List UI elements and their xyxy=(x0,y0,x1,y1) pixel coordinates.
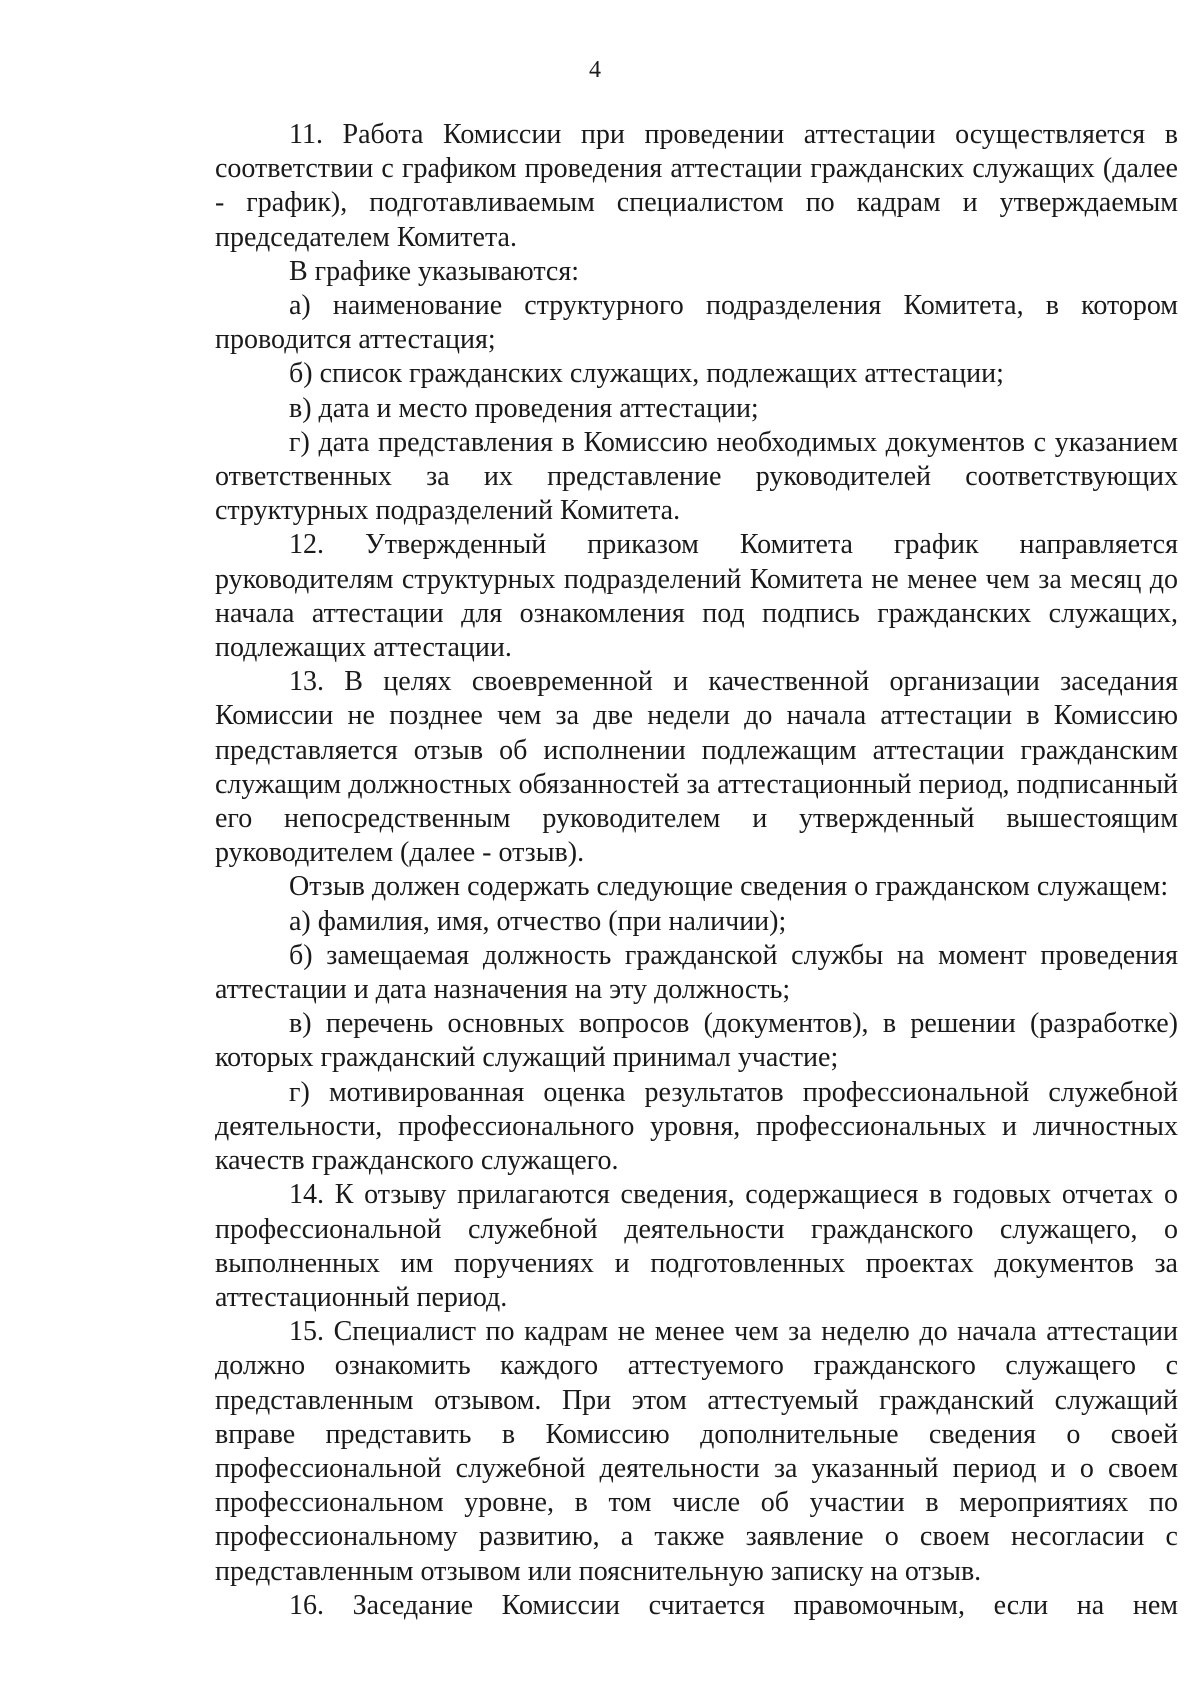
paragraph-review-item-g: г) мотивированная оценка результатов профессиональной служебной деятельности, профессионального уровня, профессиональных и личностных качеств гражданского служащего. xyxy=(215,1076,1178,1177)
document-body xyxy=(215,118,1178,1623)
paragraph-14: 14. К отзыву прилагаются сведения, содержащиеся в годовых отчетах о профессиональной служебной деятельности гражданского служащего, о выполненных им поручениях и подготовленных проектах документов за аттестационный период. xyxy=(215,1179,1178,1313)
paragraph-review-item-b: б) замещаемая должность гражданской службы на момент проведения аттестации и дата назначения на эту должность; xyxy=(215,939,1178,1006)
paragraph-12: 12. Утвержденный приказом Комитета график направляется руководителям структурных подразделений Комитета не менее чем за месяц до начала аттестации для ознакомления под подпись гражданских служащих, подлежащих аттестации. xyxy=(215,529,1178,664)
paragraph-schedule-item-a: а) наименование структурного подразделения Комитета, в котором проводится аттестация; xyxy=(215,290,1178,356)
paragraph-13: 13. В целях своевременной и качественной организации заседания Комиссии не позднее чем за две недели до начала аттестации в Комиссию представляется отзыв об исполнении подлежащим аттестации гражданским служащим должностных обязанностей за аттестационный период, подписанный его непосредственным руководителем и утвержденный вышестоящим руководителем (далее - отзыв). xyxy=(215,666,1178,869)
paragraph-11: 11. Работа Комиссии при проведении аттестации осуществляется в соответствии с графиком проведения аттестации гражданских служащих (далее - график), подготавливаемым специалистом по кадрам и утверждаемым председателем Комитета. xyxy=(215,119,1178,253)
paragraph-review-item-v: в) перечень основных вопросов (документов), в решении (разработке) которых гражданский служащий принимал участие; xyxy=(215,1008,1178,1074)
page-number: 4 xyxy=(589,57,601,83)
paragraph-schedule-item-g: г) дата представления в Комиссию необходимых документов с указанием ответственных за их представление руководителей соответствующих структурных подразделений Комитета. xyxy=(215,426,1178,527)
paragraph-schedule-item-v: в) дата и место проведения аттестации; xyxy=(289,392,759,424)
paragraph-schedule-item-b: б) список гражданских служащих, подлежащих аттестации; xyxy=(289,358,1004,390)
paragraph-schedule-intro: В графике указываются: xyxy=(289,255,580,287)
paragraph-review-item-a: а) фамилия, имя, отчество (при наличии); xyxy=(289,905,787,937)
paragraph-15: 15. Специалист по кадрам не менее чем за неделю до начала аттестации должно ознакомить каждого аттестуемого гражданского служащего с представленным отзывом. При этом аттестуемый гражданский служащий вправе представить в Комиссию дополнительные сведения о своей профессиональной служебной деятельности за указанный период и о своем профессиональном уровне, в том числе об участии в мероприятиях по профессиональному развитию, а также заявление о своем несогласии с представленным отзывом или пояснительную записку на отзыв. xyxy=(215,1316,1178,1587)
paragraph-review-intro: Отзыв должен содержать следующие сведения о гражданском служащем: xyxy=(289,871,1169,903)
paragraph-16: 16. Заседание Комиссии считается правомочным, если на нем xyxy=(289,1589,1178,1621)
